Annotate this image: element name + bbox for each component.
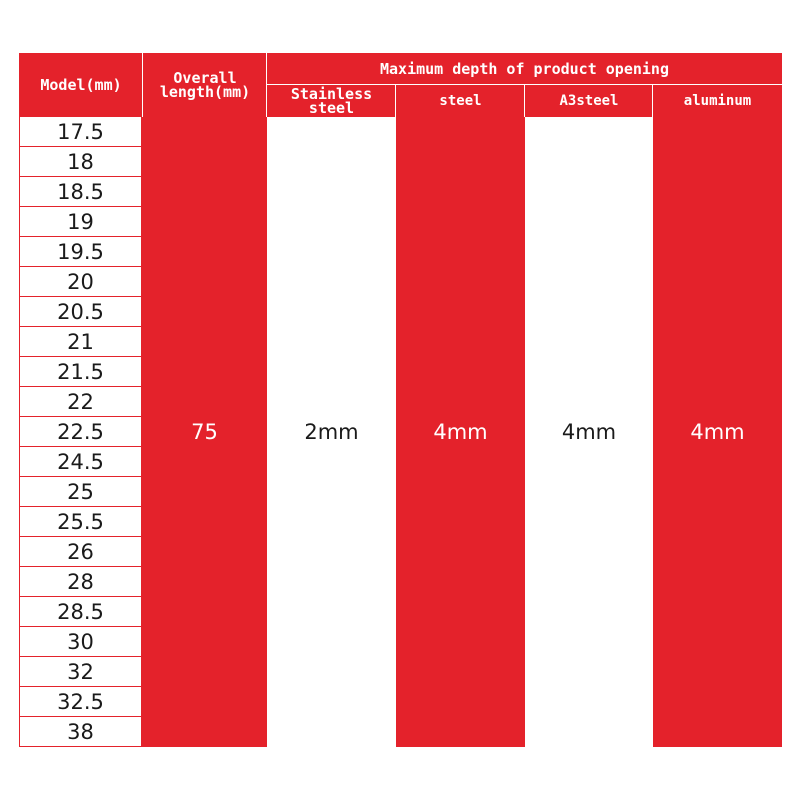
model-row: 38 bbox=[20, 716, 141, 746]
model-row: 21.5 bbox=[20, 356, 141, 386]
model-row: 22.5 bbox=[20, 416, 141, 446]
model-row: 19 bbox=[20, 206, 141, 236]
header-divider bbox=[266, 53, 267, 117]
depth-stainless-steel: 2mm bbox=[267, 117, 396, 747]
model-row: 25 bbox=[20, 476, 141, 506]
header-max-depth: Maximum depth of product opening bbox=[267, 53, 782, 85]
model-row: 21 bbox=[20, 326, 141, 356]
header-material-stainless-steel: Stainless steel bbox=[267, 85, 396, 117]
model-row: 18.5 bbox=[20, 176, 141, 206]
model-row: 24.5 bbox=[20, 446, 141, 476]
depth-steel: 4mm bbox=[396, 117, 525, 747]
header-material-aluminum: aluminum bbox=[653, 85, 782, 117]
header-overall-length: Overall length(mm) bbox=[143, 53, 267, 117]
depth-aluminum: 4mm bbox=[653, 117, 782, 747]
model-row: 20.5 bbox=[20, 296, 141, 326]
overall-length-value: 75 bbox=[142, 117, 267, 747]
model-row: 28 bbox=[20, 566, 141, 596]
header-divider bbox=[652, 85, 653, 117]
header-model: Model(mm) bbox=[19, 53, 143, 117]
model-row: 17.5 bbox=[57, 119, 104, 144]
model-row: 28.5 bbox=[20, 596, 141, 626]
model-column bbox=[19, 117, 142, 747]
model-row: 26 bbox=[20, 536, 141, 566]
header-divider bbox=[395, 85, 396, 117]
model-row: 32.5 bbox=[20, 686, 141, 716]
header-material-a3steel: A3steel bbox=[525, 85, 653, 117]
model-row: 30 bbox=[20, 626, 141, 656]
header-material-steel: steel bbox=[396, 85, 525, 117]
model-row: 18 bbox=[20, 146, 141, 176]
model-row: 25.5 bbox=[20, 506, 141, 536]
spec-table bbox=[19, 53, 782, 747]
depth-a3steel: 4mm bbox=[525, 117, 653, 747]
model-row: 32 bbox=[20, 656, 141, 686]
model-row: 22 bbox=[20, 386, 141, 416]
model-row: 19.5 bbox=[20, 236, 141, 266]
header-divider bbox=[142, 53, 143, 117]
model-row: 20 bbox=[20, 266, 141, 296]
header-divider bbox=[524, 85, 525, 117]
